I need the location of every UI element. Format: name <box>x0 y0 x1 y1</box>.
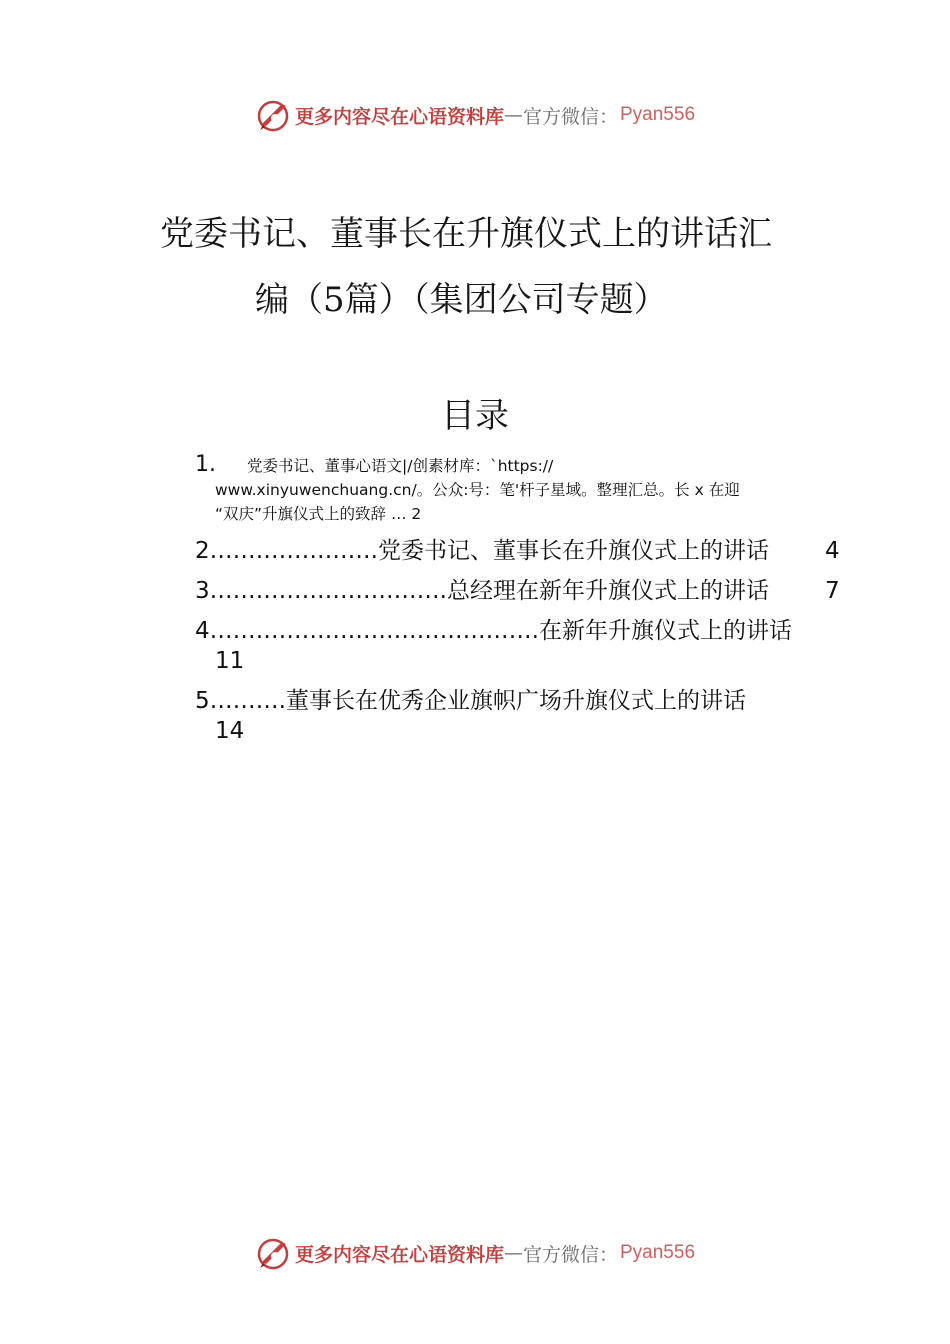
toc-item-3[interactable] <box>195 576 845 606</box>
toc-heading: 目录 <box>441 396 509 436</box>
toc-item-3-page: 7 <box>825 578 840 604</box>
toc-item-3-leader-dots: …………………………. <box>209 578 447 604</box>
toc-item-2-leader-dots: …………………. <box>209 538 378 564</box>
document-title-line-1: 党委书记、董事长在升旗仪式上的讲话汇 <box>160 214 772 254</box>
header-watermark <box>0 95 950 135</box>
watermark-dash: — <box>503 1242 523 1264</box>
toc-item-1-line-a <box>195 453 845 478</box>
toc-item-5-leader-dots: ………. <box>209 688 286 714</box>
toc-item-1-number: 1. <box>195 452 216 477</box>
toc-item-2-number: 2 <box>195 538 210 564</box>
toc-item-5-text: 董事长在优秀企业旗帜广场升旗仪式上的讲话 <box>285 688 746 714</box>
document-title-line-2: 编（5篇）（集团公司专题） <box>255 280 668 320</box>
toc-item-4-page: 11 <box>215 648 245 674</box>
watermark-official-label: 官方微信： <box>522 1243 618 1266</box>
toc-item-3-number: 3 <box>195 578 210 604</box>
toc-item-2[interactable] <box>195 536 845 566</box>
toc-item-2-page: 4 <box>825 538 840 564</box>
toc-item-5-page: 14 <box>215 718 245 744</box>
footer-watermark <box>0 1233 950 1273</box>
pen-logo-icon <box>255 97 291 133</box>
toc-item-4-text: 在新年升旗仪式上的讲话 <box>538 618 792 644</box>
toc-item-5[interactable] <box>195 686 845 746</box>
watermark-main-text: 更多内容尽在心语资料库 <box>294 1243 504 1266</box>
toc-item-4[interactable] <box>195 616 845 676</box>
toc-item-1-text-b: www.xinyuwenchuang.cn/。公众:号：笔'杆子星域。整理汇总。长 x 在迎 <box>215 481 740 499</box>
toc-item-5-number: 5 <box>195 688 210 714</box>
toc-item-1[interactable] <box>195 453 845 526</box>
watermark-main-text: 更多内容尽在心语资料库 <box>294 105 504 128</box>
toc-item-1-text-c: “双庆”升旗仪式上的致辞 … 2 <box>215 505 422 523</box>
pen-logo-icon <box>255 1235 291 1271</box>
toc-item-4-number: 4 <box>195 618 210 644</box>
watermark-dash: — <box>503 104 523 126</box>
toc-item-4-leader-dots: ……………………………………. <box>209 618 539 644</box>
toc-item-2-text: 党委书记、董事长在升旗仪式上的讲话 <box>377 538 769 564</box>
watermark-wechat-id: Pyan556 <box>620 1242 696 1263</box>
toc-item-1-text-a: 党委书记、董事心语文|/创素材库：`https:// <box>247 457 554 475</box>
toc-item-3-text: 总经理在新年升旗仪式上的讲话 <box>446 578 769 604</box>
watermark-official-label: 官方微信： <box>522 105 618 128</box>
watermark-wechat-id: Pyan556 <box>620 104 696 125</box>
